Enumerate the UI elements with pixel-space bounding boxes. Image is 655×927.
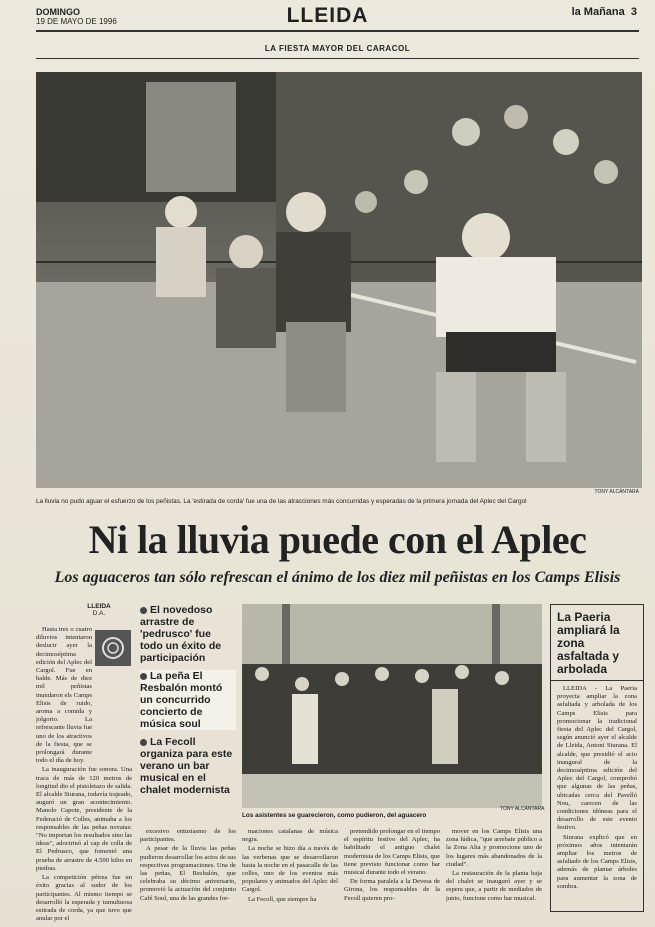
col1-p1: Hasta tres o cuatro diluvios intentaron deslucir ayer la decimoséptima edición del Aplec del Cargol. Fue en balde. Más de diez mil peñistas inundaron els Camps Elisis de ruido, aroma a comida y jolgorio. La refrescante lluvia fue uno de los atractivos de la fiesta, que se prolongará durante todo el día de hoy. (36, 626, 92, 765)
kicker: LA FIESTA MAYOR DEL CARACOL (264, 44, 411, 53)
main-photo-caption: La lluvia no pudo aguar el esfuerzo de los peñistas. La 'estirada de corda' fue una de las atracciones más concurridas y esperadas de la primera jornada del Aplec del Cargol (36, 498, 527, 505)
main-photo-image (36, 72, 642, 488)
article-column-3 (242, 828, 338, 926)
col3-p2: La noche se hizo día a través de las verbenas que se desarrollaron hasta la noche en el pasacalle de las colles, uno de los eventos más populares y animados del Aplec del Cargol. (242, 845, 338, 894)
sidebar-p1: LLEIDA - La Paeria proyecta ampliar la zona asfaltada y arbolada de los Camps Elisis para promocionar la tradicional fiesta del Aplec del Cargol, según anunció ayer el alcalde de Lleida, Antoni Siurana. El alcalde, que presidió el acto inaugural de la decimoséptima edición del Aplec del Cargol, comprobó que algunas de las peñas, ubicadas cerca del Pavelló Nou, carecen de las condiciones idóneas para el desarrollo de este evento festivo. (557, 685, 637, 832)
header-day: DOMINGO (36, 7, 80, 17)
header-date: 19 DE MAYO DE 1996 (36, 17, 117, 26)
col2-p2: A pesar de la lluvia las peñas pudieron desarrollar los actos de sus respectivas programaciones. Una de las peñas, El Resbalón, que celebraba su décimo aniversario, promovió la actuación del conjunto Café Soul, una de las grandes for- (140, 845, 236, 902)
sidebar-box (550, 604, 644, 912)
header-rule (36, 30, 639, 32)
sidebar-body (551, 681, 643, 896)
col3-p1: maciones catalanas de música negra. (242, 828, 338, 844)
col4-p1: pretendido prolongar en el tiempo el espíritu festivo del Aplec, ha habilitado el antiguo chalet modernista de los Camps Elisis, que tiene previsto funcionar como bar musical durante todo el verano. (344, 828, 440, 877)
highlight-2: La peña El Resbalón montó un concurrido concierto de música soul (140, 670, 236, 730)
paper-name: la Mañana (571, 6, 625, 18)
headline: Ni la lluvia puede con el Aplec (88, 517, 587, 562)
col2-p1: excesivo entusiasmo de los participantes. (140, 828, 236, 844)
bullet-icon (140, 673, 147, 680)
sidebar-title: La Paeria ampliará la zona asfaltada y arbolada (551, 605, 643, 681)
second-photo-caption: Los asistentes se guarecieron, como pudieron, del aguacero (242, 812, 427, 819)
second-photo (242, 604, 542, 808)
subheadline: Los aguaceros tan sólo refrescan el ánimo de los diez mil peñistas en los Camps Elisis (54, 569, 621, 586)
bullet-icon (140, 739, 147, 746)
bullet-icon (140, 607, 147, 614)
second-photo-image (242, 604, 542, 808)
col1-p3: La competición pétrea fue un éxito gracias al sudor de los participantes. Al mismo tiempo se desarrolló la esperada y tumultuosa estirada de corda, ya que tuvo que anular por el (36, 874, 132, 923)
main-photo-credit: TONY ALCÁNTARA (594, 489, 639, 495)
section-title: LLEIDA (286, 4, 369, 27)
article-column-5 (446, 828, 542, 926)
col3-p3: La Fecoll, que siempre ha (248, 895, 317, 903)
highlights (140, 604, 236, 796)
col1-p2: La inauguración fue sonora. Una traca de más de 120 metros de longitud dio el pistoletazo de salida. El alcalde Siurana, todavía trajeado, auguró un gran acontecimiento. Manolo Capote, presidente de la Federació de Colles, animaba a los responsables de las peñas novatas: "No importan los resultados sino las ideas", adoctrinó al cap de colla de El Pedrusco, que fomentó una prueba de arrastre de 4.500 kilos en piedras. (36, 766, 132, 872)
byline (64, 603, 134, 617)
sidebar-p2: Siurana explicó que en próximos años intentarán ampliar los metros de asfaltado de los Camps Elisis, además de plantar árboles para aumentar la zona de sombra. (557, 833, 637, 890)
kicker-rule (36, 58, 639, 59)
article-column-2 (140, 828, 236, 926)
col5-p2: La restauración de la planta baja del chalet se inauguró ayer y se espera que, a partir de mediados de junio, funcione como bar musical. (446, 870, 542, 902)
highlight-3: La Fecoll organiza para este verano un bar musical en el chalet modernista (140, 736, 233, 796)
header-paper-block (572, 6, 637, 18)
col5-p1: mover en los Camps Elisis una zona lúdica, "que arrebate público a la Zona Alta y promocione uno de los lugares más abandonados de la ciudad". (446, 828, 542, 868)
byline-agency: D.A. (92, 610, 106, 617)
highlight-1: El novedoso arrastre de 'pedrusco' fue todo un éxito de participación (140, 604, 222, 664)
main-photo (36, 72, 642, 488)
article-column-1 (36, 626, 132, 926)
article-column-4 (344, 828, 440, 926)
byline-place: LLEIDA (87, 603, 111, 610)
second-photo-credit: TONY ALCÁNTARA (500, 806, 545, 812)
col4-p2: De forma paralela a la Devesa de Girona, los responsables de la Fecoll quieren pro- (344, 878, 440, 902)
page-number: 3 (630, 6, 637, 18)
